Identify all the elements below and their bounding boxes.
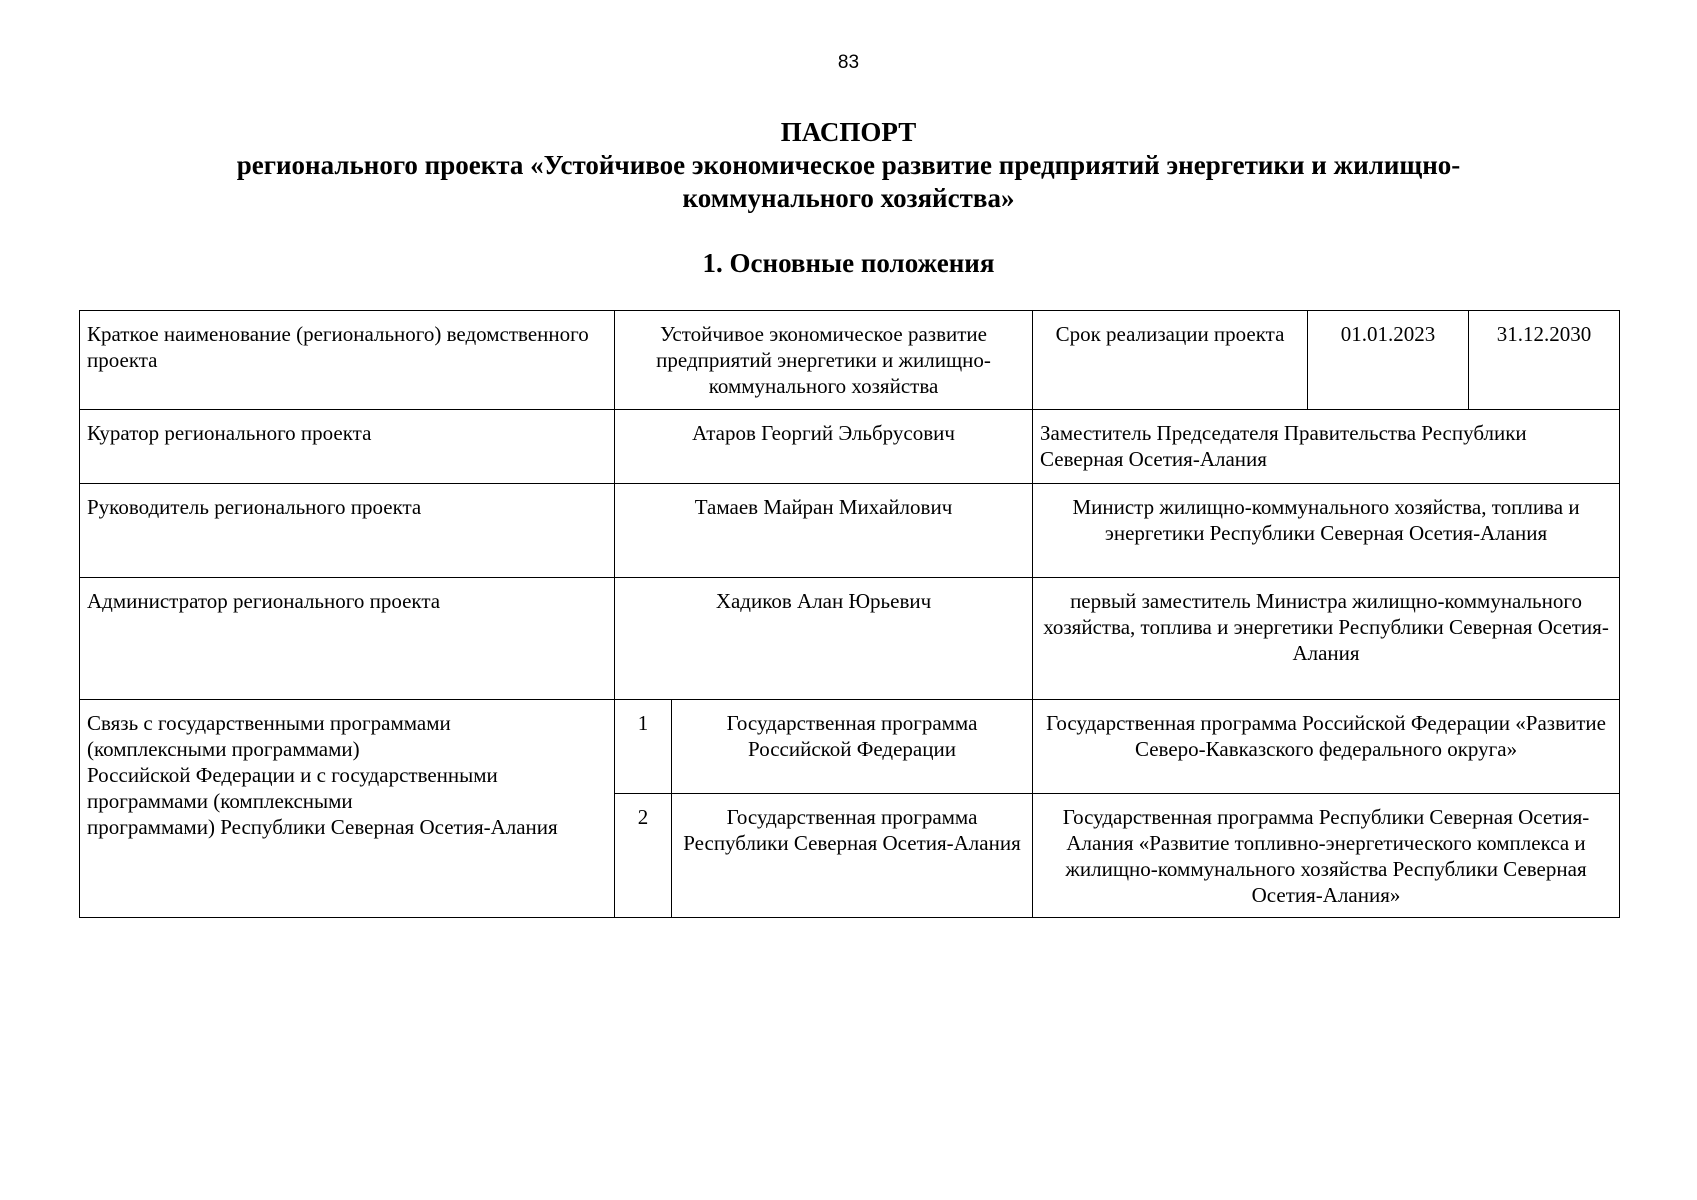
program-type: Государственная программа Республики Северная Осетия-Алания [672,794,1033,918]
programs-label-line: (комплексными программами) [87,737,360,761]
document-title [0,116,1697,215]
table-row-curator [80,410,1620,484]
program-type: Государственная программа Российской Федерации [672,700,1033,794]
table-row-head [80,484,1620,578]
passport-table [79,310,1620,918]
programs-label-line: Российской Федерации и с государственными [87,763,498,787]
program-number: 2 [615,794,672,918]
curator-label: Куратор регионального проекта [80,410,615,484]
short-name-label: Краткое наименование (регионального) ведомственного проекта [80,311,615,410]
head-label: Руководитель регионального проекта [80,484,615,578]
programs-label-line: программами) Республики Северная Осетия-Алания [87,815,558,839]
start-date: 01.01.2023 [1308,311,1469,410]
curator-name: Атаров Георгий Эльбрусович [615,410,1033,484]
administrator-name: Хадиков Алан Юрьевич [615,578,1033,700]
program-name: Государственная программа Республики Северная Осетия-Алания «Развитие топливно-энергетического комплекса и жилищно-коммунального хозяйства Республики Северная Осетия-Алания» [1033,794,1620,918]
table-row-program-1 [80,700,1620,794]
title-line-3: коммунального хозяйства» [682,183,1015,213]
page-number: 83 [837,52,860,73]
title-line-2: регионального проекта «Устойчивое экономическое развитие предприятий энергетики и жилищно- [236,150,1461,180]
program-number: 1 [615,700,672,794]
title-line-1: ПАСПОРТ [780,117,917,147]
administrator-position: первый заместитель Министра жилищно-коммунального хозяйства, топлива и энергетики Республики Северная Осетия-Алания [1033,578,1620,700]
table-row-short-name [80,311,1620,410]
programs-label-line: Связь с государственными программами [87,711,451,735]
head-name: Тамаев Майран Михайлович [615,484,1033,578]
programs-label-line: программами (комплексными [87,789,353,813]
section-title: 1. Основные положения [702,248,995,278]
program-name: Государственная программа Российской Федерации «Развитие Северо-Кавказского федерального округа» [1033,700,1620,794]
short-name-value: Устойчивое экономическое развитие предприятий энергетики и жилищно-коммунального хозяйства [615,311,1033,410]
curator-position: Заместитель Председателя Правительства Республики Северная Осетия-Алания [1033,410,1620,484]
table-row-administrator [80,578,1620,700]
term-label: Срок реализации проекта [1033,311,1308,410]
administrator-label: Администратор регионального проекта [80,578,615,700]
head-position: Министр жилищно-коммунального хозяйства, топлива и энергетики Республики Северная Осетия-Алания [1033,484,1620,578]
programs-label [80,700,615,918]
end-date: 31.12.2030 [1469,311,1620,410]
